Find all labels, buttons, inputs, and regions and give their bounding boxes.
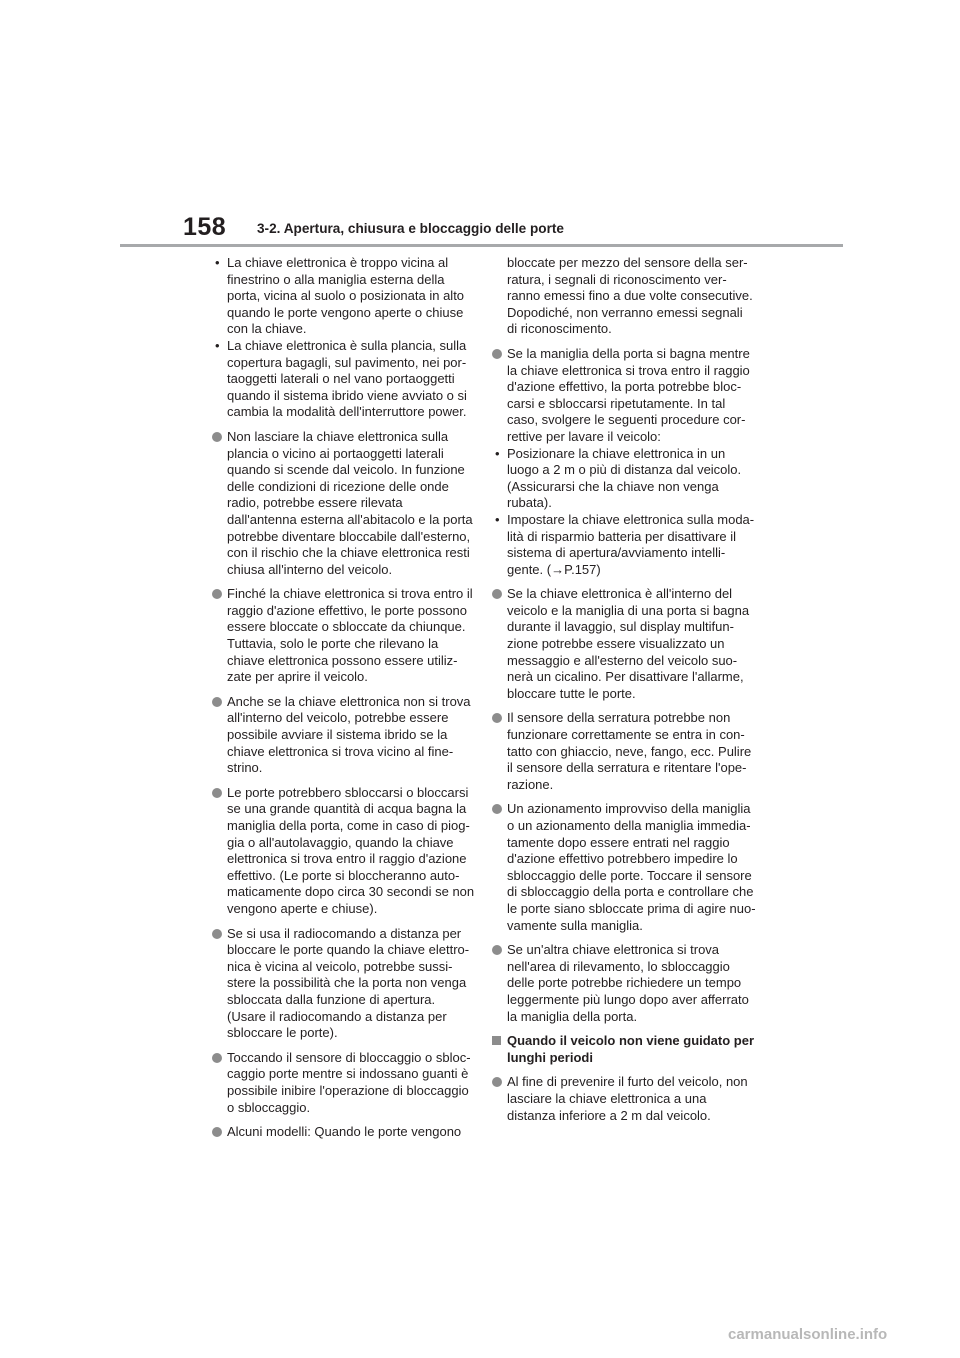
text-line: zate per aprire il veicolo. <box>227 669 368 685</box>
text-line: chiusa all'interno del veicolo. <box>227 561 393 577</box>
text-line: Toccando il sensore di bloccaggio o sbloc- <box>227 1049 471 1065</box>
text-line: carsi e sbloccarsi ripetutamente. In tal <box>507 395 726 411</box>
text-line: messaggio e all'esterno del veicolo suo- <box>507 652 738 668</box>
text-line: zione potrebbe essere visualizzato un <box>507 636 725 652</box>
text-line: Non lasciare la chiave elettronica sulla <box>227 428 449 444</box>
text-line: taoggetti laterali o nel vano portaoggetti <box>227 371 455 387</box>
text-line: la chiave elettronica si trova entro il raggio <box>507 362 750 378</box>
text-line: finestrino o alla maniglia esterna della <box>227 271 445 287</box>
bullet-dot-icon <box>492 945 502 955</box>
text-line: Alcuni modelli: Quando le porte vengono <box>227 1124 462 1140</box>
sub-bullet: • La chiave elettronica è troppo vicina al finestrino o alla maniglia esterna della porta, vicina al suolo o posizionata in alto quando le porte vengono aperte o chiuse con la chiave. <box>215 255 465 337</box>
bullet-paragraph <box>491 345 750 446</box>
bullet-paragraph <box>211 1124 462 1141</box>
text-line: Le porte potrebbero sbloccarsi o bloccarsi <box>227 784 469 800</box>
text-line: se una grande quantità di acqua bagna la <box>227 801 467 817</box>
text-line: Se la maniglia della porta si bagna mentre <box>507 345 750 361</box>
text-line: tamente dopo essere entrati nel raggio <box>507 834 730 850</box>
text-line: lunghi periodi <box>507 1049 593 1065</box>
bullet-paragraph <box>211 1049 471 1116</box>
text-line: veicolo e la maniglia di una porta si bagna <box>507 602 750 618</box>
text-line: razione. <box>507 776 554 792</box>
bullet-dot-icon <box>212 432 222 442</box>
text-line: (Assicurarsi che la chiave non venga <box>507 478 719 494</box>
text-line: plancia o vicino ai portaoggetti laterali <box>227 445 444 461</box>
text-line: d'azione effettivo, la porta potrebbe bloc- <box>507 379 742 395</box>
text-line: chiave elettronica possono essere utiliz- <box>227 652 458 668</box>
text-line: Al fine di prevenire il furto del veicolo, non <box>507 1074 748 1090</box>
text-line: stere la possibilità che la porta non venga <box>227 975 467 991</box>
text-line: quando le porte vengono aperte o chiuse <box>227 304 464 320</box>
text-line: la maniglia della porta. <box>507 1008 638 1024</box>
watermark: carmanualsonline.info <box>728 1326 888 1343</box>
text-line: chiave elettronica si trova vicino al fine- <box>227 743 454 759</box>
text-line: Finché la chiave elettronica si trova entro il <box>227 586 473 602</box>
text-line: distanza inferiore a 2 m dal veicolo. <box>507 1107 711 1123</box>
sub-bullet: • La chiave elettronica è sulla plancia, sulla copertura bagagli, sul pavimento, nei por- taoggetti laterali o nel vano portaoggetti quando il sistema ibrido viene avviato o si cambia la modalità dell'interruttore power. <box>215 337 467 420</box>
text-line: radio, potrebbe essere rilevata <box>227 495 403 511</box>
text-line: porta, vicina al suolo o posizionata in alto <box>227 288 465 304</box>
text-line: Quando il veicolo non viene guidato per <box>507 1033 755 1049</box>
text-line: delle porte potrebbe richiedere un tempo <box>507 975 742 991</box>
bullet-dot-icon <box>492 1077 502 1087</box>
text-line: lità di risparmio batteria per disattivare il <box>507 528 737 544</box>
text-line: d'azione effettivo potrebbero impedire lo <box>507 851 738 867</box>
text-line: nica è vicina al veicolo, potrebbe sussi- <box>227 958 453 974</box>
bullet-dot-icon <box>492 589 502 599</box>
text-line: (Usare il radiocomando a distanza per <box>227 1008 447 1024</box>
text-line: sbloccata dalla funzione di apertura. <box>227 991 436 1007</box>
text-line: tatto con ghiaccio, neve, fango, ecc. Pulire <box>507 743 752 759</box>
text-line: Un azionamento improvviso della maniglia <box>507 801 751 817</box>
bullet-dot-icon <box>212 929 222 939</box>
bullet-paragraph <box>211 925 470 1042</box>
text-line: o sbloccaggio. <box>227 1099 311 1115</box>
text-line: il sensore della serratura e ritentare l'ope- <box>507 760 747 776</box>
bullet-paragraph <box>211 693 471 777</box>
bullet-dot-icon <box>212 589 222 599</box>
bullet-dot-icon <box>492 349 502 359</box>
header-divider <box>120 244 843 247</box>
bullet-paragraph <box>211 586 473 686</box>
text-line: funzionare correttamente se entra in con- <box>507 727 745 743</box>
text-line: maniglia della porta, come in caso di piog- <box>227 818 470 833</box>
text-line: lasciare la chiave elettronica a una <box>507 1090 707 1106</box>
bullet-dot-icon <box>492 713 502 723</box>
text-line: potrebbe diventare bloccabile dall'esterno, <box>227 528 471 544</box>
text-line: ranno emessi fino a due volte consecutive. <box>507 288 753 304</box>
text-line: caso, svolgere le seguenti procedure cor- <box>507 412 746 428</box>
bullet-dot-icon <box>212 1053 222 1063</box>
text-line: La chiave elettronica è sulla plancia, sulla <box>227 337 467 353</box>
text-line: possibile inibire l'operazione di bloccaggio <box>227 1082 469 1098</box>
page-number: 158 <box>183 213 227 241</box>
text-line: vamente sulla maniglia. <box>507 917 643 933</box>
text-line: nell'area di rilevamento, lo sbloccaggio <box>507 958 730 974</box>
text-line: possibile avviare il sistema ibrido se la <box>227 727 448 743</box>
bullet-paragraph <box>211 428 473 578</box>
text-line: con il rischio che la chiave elettronica resti <box>227 545 470 561</box>
text-line: le porte siano sbloccate prima di agire nuo- <box>507 900 756 916</box>
text-line: Tuttavia, solo le porte che rilevano la <box>227 636 439 652</box>
text-line: effettivo. (Le porte si bloccheranno auto- <box>227 867 460 883</box>
text-line: vengono aperte e chiuse). <box>227 900 378 916</box>
text-line: gia o all'autolavaggio, quando la chiave <box>227 834 454 850</box>
sub-bullet: • Impostare la chiave elettronica sulla moda- lità di risparmio batteria per disattivare il sistema di apertura/avviamento intelli- gente. (→P.157) <box>495 511 755 577</box>
text-line: quando si scende dal veicolo. In funzione <box>227 462 465 478</box>
text-line: essere bloccate o sbloccate da chiunque. <box>227 619 466 635</box>
text-line: Anche se la chiave elettronica non si trova <box>227 693 471 709</box>
left-column <box>211 255 475 1141</box>
text-line: all'interno del veicolo, potrebbe essere <box>227 710 449 726</box>
text-line: sbloccaggio delle porte. Toccare il sensore <box>507 867 752 883</box>
bullet-dot-icon <box>212 1127 222 1137</box>
text-line: delle condizioni di ricezione delle onde <box>227 478 449 494</box>
bullet-paragraph <box>211 784 475 918</box>
text-line: Se un'altra chiave elettronica si trova <box>507 942 720 958</box>
section-title: 3-2. Apertura, chiusura e bloccaggio delle porte <box>257 221 564 236</box>
bullet-paragraph <box>491 801 756 934</box>
text-line: Il sensore della serratura potrebbe non <box>507 710 731 726</box>
text-line: durante il lavaggio, sul display multifun- <box>507 619 734 635</box>
text-line: elettronica si trova entro il raggio d'azione <box>227 851 467 867</box>
text-line: sistema di apertura/avviamento intelli- <box>507 545 726 561</box>
text-line: Impostare la chiave elettronica sulla moda- <box>507 511 755 527</box>
bullet-paragraph <box>491 942 749 1025</box>
bullet-dot-icon <box>212 697 222 707</box>
text-line: cambia la modalità dell'interruttore power. <box>227 404 467 420</box>
text-line: Dopodiché, non verranno emessi segnali <box>507 304 743 320</box>
text-line: bloccare le porte quando la chiave elettro- <box>227 942 470 958</box>
text-line: di riconoscimento. <box>507 321 612 337</box>
bullet-paragraph <box>491 586 750 702</box>
text-line: luogo a 2 m o più di distanza dal veicolo. <box>507 462 742 478</box>
text-line: di sbloccaggio della porta e controllare che <box>507 884 754 900</box>
text-line: gente. (→P.157) <box>507 561 601 577</box>
text-line: sbloccare le porte). <box>227 1025 338 1041</box>
text-line: La chiave elettronica è troppo vicina al <box>227 255 449 270</box>
text-line: dall'antenna esterna all'abitacolo e la porta <box>227 511 473 527</box>
text-line: caggio porte mentre si indossano guanti è <box>227 1066 469 1082</box>
bullet-paragraph <box>491 710 752 793</box>
text-line: Se si usa il radiocomando a distanza per <box>227 925 462 941</box>
text-line: con la chiave. <box>227 321 307 337</box>
text-line: rettive per lavare il veicolo: <box>507 428 661 444</box>
text-line: quando il sistema ibrido viene avviato o si <box>227 387 467 403</box>
square-marker-icon <box>492 1036 501 1045</box>
text-line: bloccare tutte le porte. <box>507 685 636 701</box>
text-line: raggio d'azione effettivo, le porte possono <box>227 602 468 618</box>
continued-paragraph <box>491 255 753 338</box>
text-line: nerà un cicalino. Per disattivare l'allarme, <box>507 669 744 685</box>
right-column <box>491 255 756 1124</box>
bullet-paragraph <box>491 1074 748 1124</box>
text-line: rubata). <box>507 495 552 511</box>
sub-bullet: • Posizionare la chiave elettronica in un luogo a 2 m o più di distanza dal veicolo. (Assicurarsi che la chiave non venga rubata). <box>495 445 742 511</box>
bullet-dot-icon <box>492 804 502 814</box>
text-line: maticamente dopo circa 30 secondi se non <box>227 884 475 900</box>
text-line: ratura, i segnali di riconoscimento ver- <box>507 271 727 287</box>
text-line: strino. <box>227 760 263 776</box>
text-line: Posizionare la chiave elettronica in un <box>507 445 726 461</box>
text-line: bloccate per mezzo del sensore della ser- <box>507 255 748 270</box>
text-line: Se la chiave elettronica è all'interno del <box>507 586 733 602</box>
text-line: copertura bagagli, sul pavimento, nei por- <box>227 354 467 370</box>
section-heading <box>491 1033 755 1066</box>
text-line: leggermente più lungo dopo aver afferrato <box>507 991 749 1007</box>
text-line: o un azionamento della maniglia immedia- <box>507 818 751 833</box>
bullet-dot-icon <box>212 788 222 798</box>
